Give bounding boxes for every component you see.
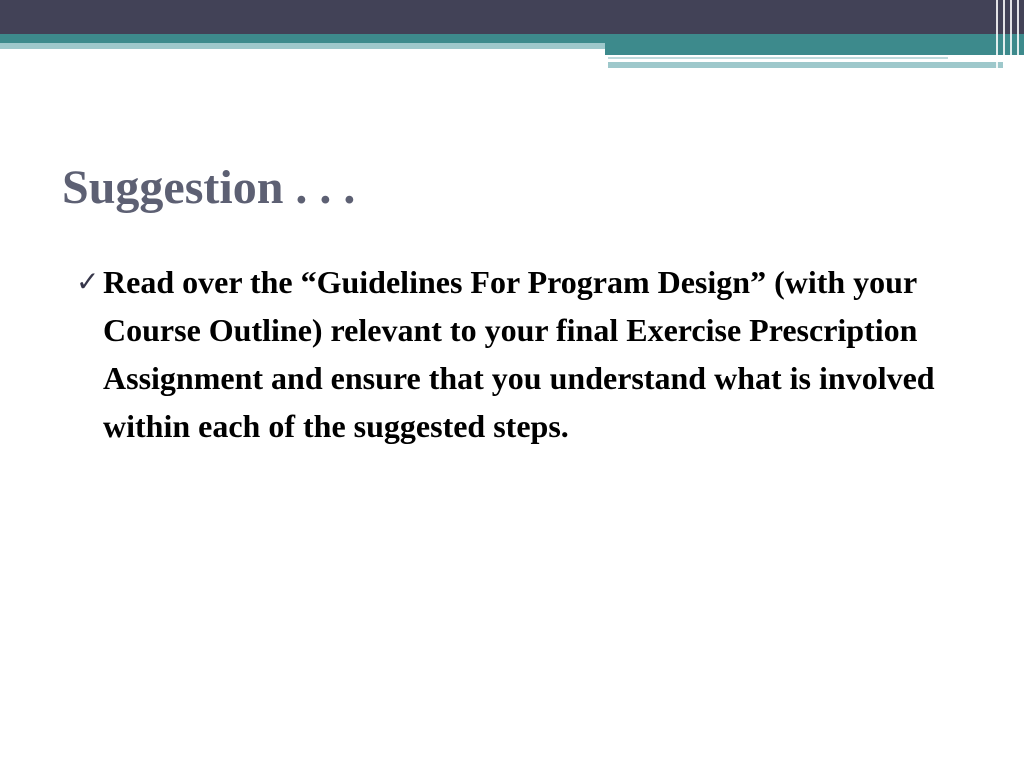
bullet-text: Read over the “Guidelines For Program Design” (with your Course Outline) relevant to your final Exercise Prescription Assignment and ensure that you understand what is involved within each of the suggested steps.: [103, 264, 935, 444]
slide-title: Suggestion . . .: [62, 161, 356, 214]
header-thin-line: [608, 57, 948, 59]
header-dark-bar: [0, 0, 1024, 34]
header-stripe: [1010, 0, 1012, 68]
checkmark-icon: ✓: [76, 265, 100, 298]
header-stripe: [1017, 0, 1019, 68]
bullet-item: [72, 258, 982, 450]
header-stripe: [996, 0, 998, 68]
header-stripe: [1003, 0, 1005, 68]
bullet-list: [72, 258, 982, 450]
header-thin-line-lower: [608, 62, 1003, 68]
header-light-teal-bar: [0, 43, 605, 49]
header-right-block: [605, 43, 1024, 55]
header-teal-bar: [0, 34, 1024, 43]
